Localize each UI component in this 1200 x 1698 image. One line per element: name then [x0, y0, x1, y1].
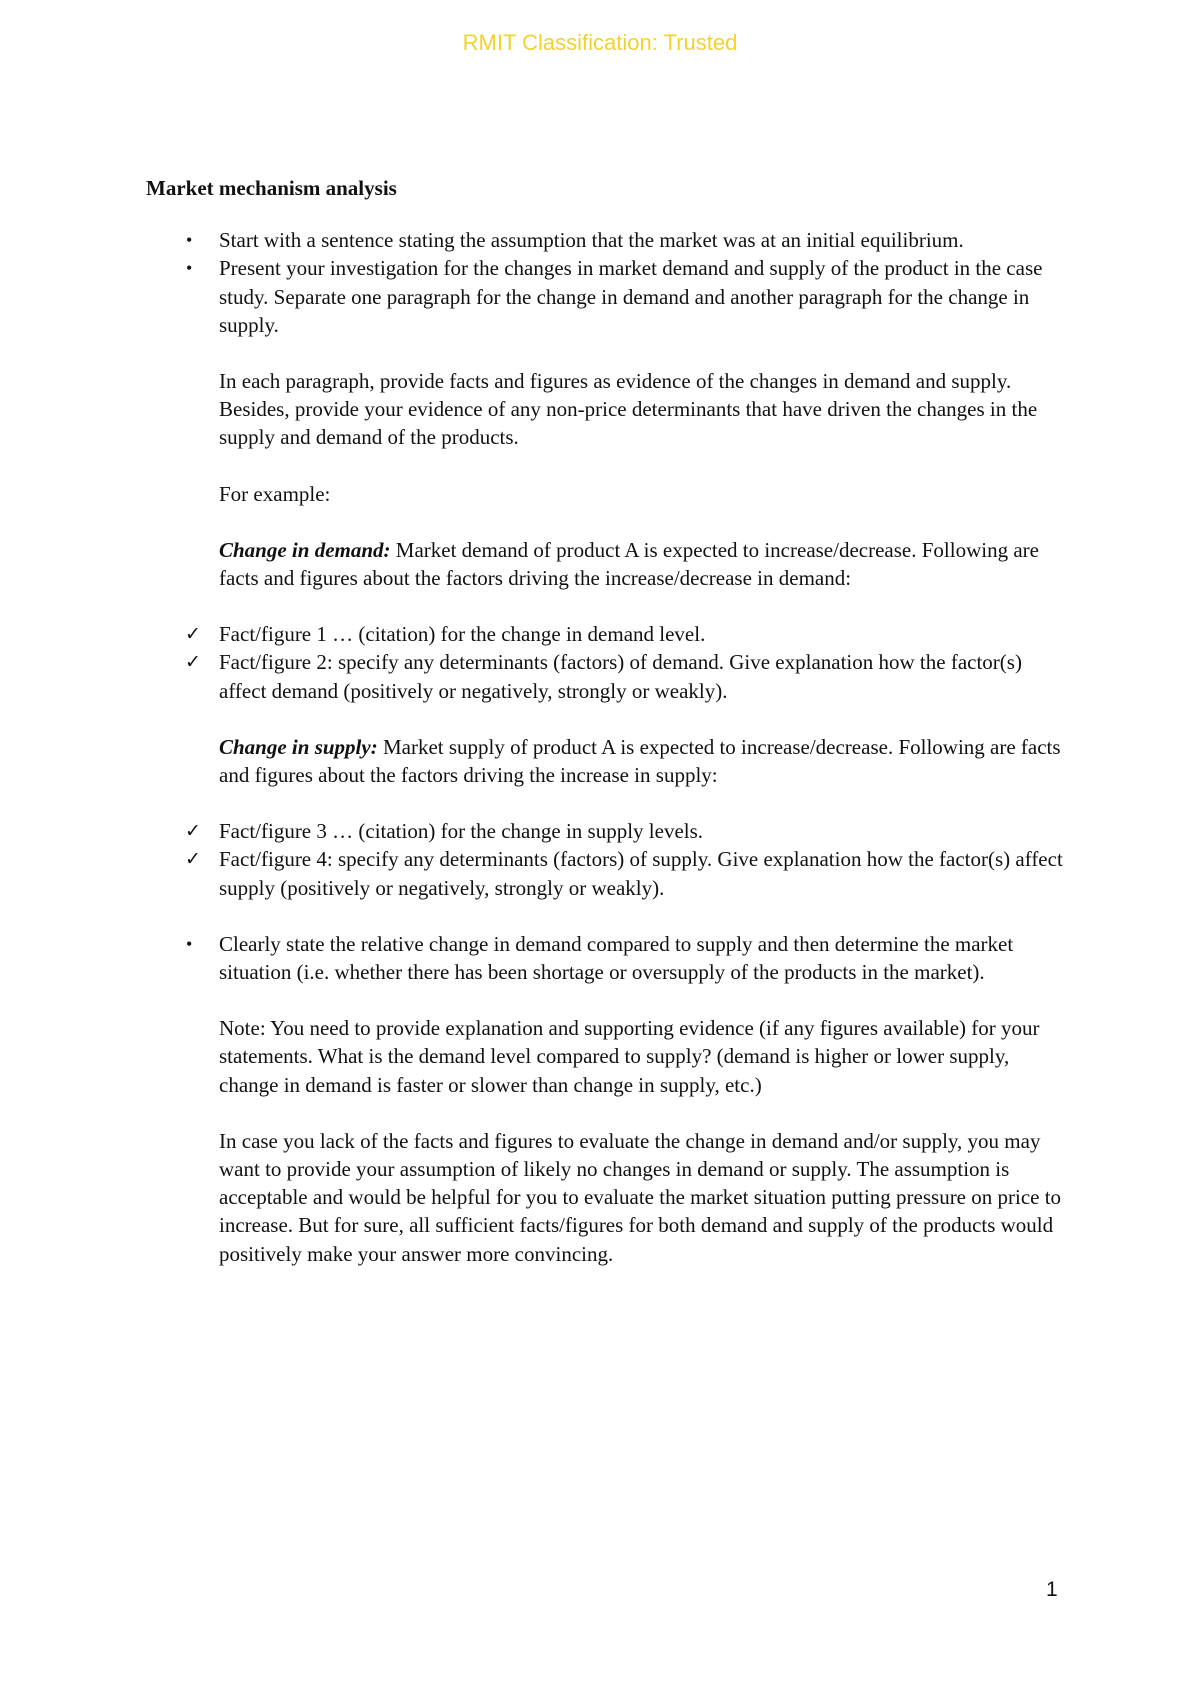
for-example-label: For example: [219, 481, 331, 506]
demand-checklist [146, 620, 1066, 705]
supply-checklist [146, 817, 1066, 902]
bullet-icon: • [186, 230, 193, 251]
change-in-supply-label: Change in supply: [219, 734, 378, 759]
bullet-2-intro: Present your investigation for the changes in market demand and supply of the product in the case study. Separate one paragraph for the change in demand and another paragraph for the change in supply. [219, 256, 1043, 337]
bullet-1-text: Start with a sentence stating the assumption that the market was at an initial equilibrium. [219, 228, 964, 253]
checkmark-icon: ✓ [185, 623, 201, 646]
list-item [146, 817, 1066, 845]
demand-check-2-text: Fact/figure 2: specify any determinants (factors) of demand. Give explanation how the factor(s) affect demand (positively or negatively, strongly or weakly). [219, 650, 1022, 703]
bullet-item-3 [146, 930, 1066, 1268]
change-in-demand-text: Market demand of product A is expected to increase/decrease. Following are facts and figures about the factors driving the increase/decrease in demand: [219, 537, 1039, 591]
section-heading: Market mechanism analysis [146, 176, 397, 200]
assumption-paragraph: In case you lack of the facts and figures to evaluate the change in demand and/or supply, you may want to provide your assumption of likely no changes in demand or supply. The assumption is acceptable and would be helpful for you to evaluate the market situation putting pressure on price to increase. But for sure, all sufficient facts/figures for both demand and supply of the products would positively make your answer more convincing. [219, 1128, 1062, 1266]
bullet-icon: • [186, 933, 193, 954]
supply-check-1-text: Fact/figure 3 … (citation) for the change in supply levels. [219, 819, 704, 844]
bullet-2-evidence-paragraph: In each paragraph, provide facts and figures as evidence of the changes in demand and supply. Besides, provide your evidence of any non-price determinants that have driven the changes in the supply and demand of the products. [219, 369, 1038, 450]
bullet-item-1 [146, 226, 1066, 254]
page-number: 1 [1046, 1578, 1058, 1601]
checkmark-icon: ✓ [185, 651, 201, 674]
note-paragraph: Note: You need to provide explanation and supporting evidence (if any figures available) for your statements. What is the demand level compared to supply? (demand is higher or lower supply, change in demand is faster or slower than change in supply, etc.) [219, 1016, 1040, 1097]
list-item [146, 648, 1066, 704]
list-item [146, 845, 1066, 901]
document-body [146, 174, 1066, 1268]
demand-check-1-text: Fact/figure 1 … (citation) for the change in demand level. [219, 622, 706, 647]
supply-check-2-text: Fact/figure 4: specify any determinants (factors) of supply. Give explanation how the factor(s) affect supply (positively or negatively, strongly or weakly). [219, 847, 1063, 900]
list-item [146, 620, 1066, 648]
change-in-supply-paragraph [219, 733, 1066, 789]
bullet-item-2 [146, 254, 1066, 620]
checkmark-icon: ✓ [185, 820, 201, 843]
change-in-supply-text: Market supply of product A is expected to increase/decrease. Following are facts and figures about the factors driving the increase in supply: [219, 734, 1061, 788]
supply-block [146, 705, 1066, 817]
bullet-icon: • [186, 258, 193, 279]
change-in-demand-paragraph [219, 536, 1066, 592]
change-in-demand-label: Change in demand: [219, 537, 391, 562]
bullet-3-intro: Clearly state the relative change in demand compared to supply and then determine the market situation (i.e. whether there has been shortage or oversupply of the products in the market). [219, 931, 1014, 985]
classification-header: RMIT Classification: Trusted [462, 30, 738, 55]
checkmark-icon: ✓ [185, 848, 201, 871]
